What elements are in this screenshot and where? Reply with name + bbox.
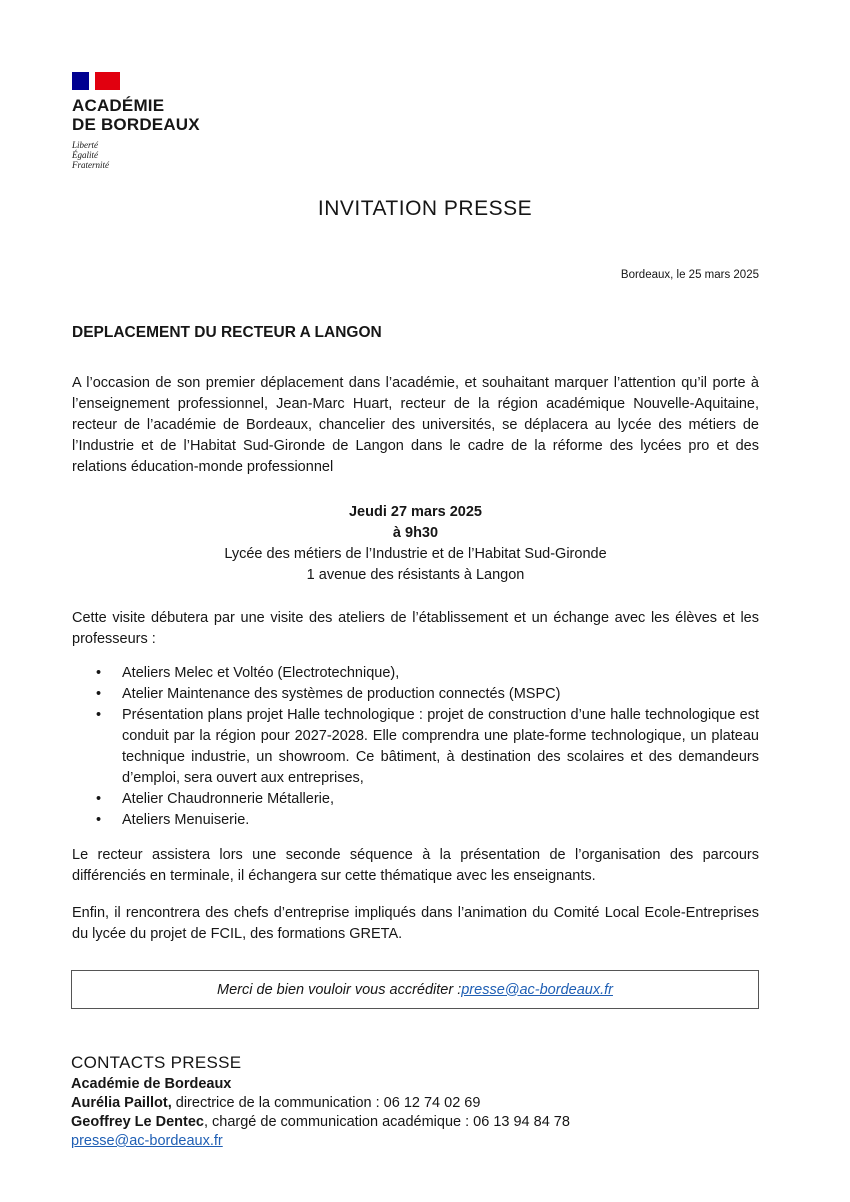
event-details	[72, 502, 759, 586]
list-item-text: Ateliers Melec et Voltéo (Electrotechnique),	[122, 665, 400, 681]
workshop-list	[72, 663, 759, 831]
list-item-text: Ateliers Menuiserie.	[122, 812, 250, 828]
logo-title-line1: ACADÉMIE	[72, 96, 165, 115]
list-item-text: Atelier Chaudronnerie Métallerie,	[122, 791, 334, 807]
contact-2	[71, 1113, 771, 1132]
contacts-email-link[interactable]: presse@ac-bordeaux.fr	[71, 1133, 223, 1149]
logo-motto	[72, 140, 222, 170]
contact-2-name: Geoffrey Le Dentec	[71, 1114, 204, 1130]
bullet-icon: •	[96, 665, 102, 681]
section-heading: DEPLACEMENT DU RECTEUR A LANGON	[72, 324, 382, 341]
recteur-paragraph: Le recteur assistera lors une seconde séquence à la présentation de l’organisation des parcours différenciés en terminale, il échangera sur cette thématique avec les enseignants.	[72, 847, 759, 884]
contacts-title: CONTACTS PRESSE	[71, 1053, 242, 1072]
list-item	[72, 705, 759, 789]
event-place: Lycée des métiers de l’Industrie et de l’Habitat Sud-Gironde	[224, 546, 607, 562]
motto-egalite: Égalité	[72, 150, 98, 160]
bullet-icon: •	[96, 707, 102, 723]
flag-red-band	[95, 72, 120, 90]
contact-1-name: Aurélia Paillot,	[71, 1095, 172, 1111]
bullet-icon: •	[96, 791, 102, 807]
event-time: à 9h30	[392, 525, 439, 541]
bullet-icon: •	[96, 686, 102, 702]
accreditation-box	[71, 970, 759, 1009]
accreditation-email-link[interactable]: presse@ac-bordeaux.fr	[461, 981, 613, 998]
contact-2-role: , chargé de communication académique : 06 13 94 84 78	[203, 1114, 570, 1130]
bullet-icon: •	[96, 812, 102, 828]
list-item	[72, 810, 759, 831]
press-contacts	[71, 1053, 771, 1151]
list-item-text: Présentation plans projet Halle technologique : projet de construction d’une halle technologique est conduit par la région pour 2027-2028. Elle comprendra une plate-forme technologique, un plateau technique industrie, un showroom. Ce bâtiment, à destination des scolaires et des demandeurs d’emploi, sera ouvert aux entreprises,	[122, 707, 759, 786]
french-flag-icon	[72, 72, 122, 90]
contacts-org: Académie de Bordeaux	[71, 1076, 232, 1092]
academie-logo	[72, 72, 222, 170]
visit-paragraph: Cette visite débutera par une visite des ateliers de l’établissement et un échange avec les élèves et les professeurs :	[72, 610, 759, 647]
list-item	[72, 684, 759, 705]
enfin-paragraph: Enfin, il rencontrera des chefs d’entreprise impliqués dans l’animation du Comité Local Ecole-Entreprises du lycée du projet de FCIL, des formations GRETA.	[72, 905, 759, 942]
accreditation-text: Merci de bien vouloir vous accréditer :	[217, 981, 462, 998]
list-item	[72, 663, 759, 684]
intro-paragraph: A l’occasion de son premier déplacement dans l’académie, et souhaitant marquer l’attention qu’il porte à l’enseignement professionnel, Jean-Marc Huart, recteur de la région académique Nouvelle-Aquitaine, recteur de l’académie de Bordeaux, chancelier des universités, se déplacera au lycée des métiers de l’Industrie et de l’Habitat Sud-Gironde de Langon dans le cadre de la réforme des lycées pro et des relations éducation-monde professionnel	[72, 375, 759, 475]
document-title: INVITATION PRESSE	[317, 197, 533, 220]
event-date: Jeudi 27 mars 2025	[348, 504, 482, 520]
flag-blue-band	[72, 72, 89, 90]
contact-1	[71, 1094, 771, 1113]
contact-1-role: directrice de la communication : 06 12 74 02 69	[171, 1095, 481, 1111]
motto-liberte: Liberté	[72, 140, 98, 150]
document-date: Bordeaux, le 25 mars 2025	[620, 269, 759, 281]
motto-fraternite: Fraternité	[72, 160, 109, 170]
event-address: 1 avenue des résistants à Langon	[306, 567, 525, 583]
logo-title-line2: DE BORDEAUX	[72, 115, 200, 134]
list-item-text: Atelier Maintenance des systèmes de production connectés (MSPC)	[122, 686, 561, 702]
list-item	[72, 789, 759, 810]
